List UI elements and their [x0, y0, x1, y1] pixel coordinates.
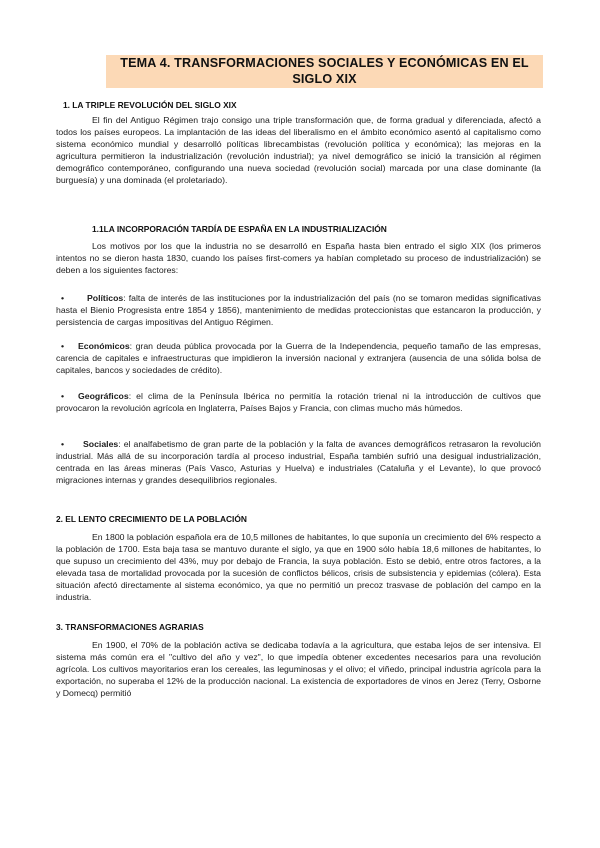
section-3-paragraph [56, 639, 541, 699]
bullet-dot-icon: • [61, 439, 65, 449]
bullet-text: : el analfabetismo de gran parte de la población y la falta de avances demográficos retrasaron la revolución industrial. Más allá de su incorporación tardía al proceso industrial, España también sufrió una desigual industrialización, centrada en las áreas mineras (País Vasco, Asturias y Huelva) e industriales (Cataluña y el Levante), lo que provocó migraciones internas y grandes desequilibrios regionales. [56, 439, 541, 486]
section-1-1-text: Los motivos por los que la industria no se desarrolló en España hasta bien entrado el siglo XIX (los primeros intentos no se dieron hasta 1830, cuando los países first-comers ya habían completado su proceso de industrialización) se deben a los siguientes factores: [56, 241, 541, 276]
bullet-label: Geográficos [78, 391, 129, 401]
bullet-dot-icon: • [61, 391, 65, 401]
bullet-item-sociales [56, 438, 541, 486]
section-3-text: En 1900, el 70% de la población activa se dedicaba todavía a la agricultura, que estaba lejos de ser intensiva. El sistema más común era el "cultivo del año y vez", lo que impedía obtener excedentes necesarios para una revolución agrícola. Los cultivos mayoritarios eran los cereales, las leguminosas y el olivo; el viñedo, principal industria agrícola para la exportación, no superaba el 12% de la producción nacional. La existencia de exportadores de vinos en Jerez (Terry, Osborne y Domecq) permitió [56, 640, 541, 699]
bullet-text: : gran deuda pública provocada por la Guerra de la Independencia, pequeño tamaño de las empresas, carencia de capitales e infraestructuras que impidieron la inversión nacional y extranjera (ausencia de una sólida bolsa de capitales, bancos y sociedades de crédito). [56, 341, 541, 376]
bullet-dot-icon: • [61, 341, 65, 351]
bullet-item-geograficos [56, 390, 541, 414]
section-2-heading: 2. EL LENTO CRECIMIENTO DE LA POBLACIÓN [56, 514, 247, 524]
bullet-item-economicos [56, 340, 541, 376]
bullet-text: : falta de interés de las instituciones por la industrialización del país (no se tomaron medidas significativas hasta el Bienio Progresista entre 1854 y 1856), mantenimiento de medidas proteccionistas que estancaron la producción, y persistencia de cargas impositivas del Antiguo Régimen. [56, 293, 541, 328]
section-2-text: En 1800 la población española era de 10,5 millones de habitantes, lo que suponía un crecimiento del 6% respecto a la población de 1700. Esta baja tasa se mantuvo durante el siglo, ya que en 1900 sólo había 18,6 millones de habitantes, lo que supuso un crecimiento del 43%, muy por debajo de Francia, la suya población. Esto se debió, entre otros factores, a la elevada tasa de mortalidad provocada por la sucesión de conflictos bélicos, crisis de subsistencia y epidemias (cólera). Esta situación afectó directamente al sistema económico, ya que no permitió un precoz trasvase de población del campo en la industria. [56, 532, 541, 603]
section-1-paragraph [56, 114, 541, 187]
section-1-text: El fin del Antiguo Régimen trajo consigo una triple transformación que, de forma gradual y diferenciada, afectó a todos los países europeos. La implantación de las ideas del liberalismo en el ámbito económico asentó al capitalismo como sistema económico mundial y desarrolló políticas librecambistas (revolución política y económica); las mejoras en la agricultura permitieron la industrialización (revolución industrial); ya nivel demográfico se inició la transición al régimen demográfico contemporáneo, configurando una nueva sociedad (revolución social) marcada por una clase dominante (la burguesía) y una dominada (el proletariado). [56, 115, 541, 186]
bullet-item-politicos [56, 292, 541, 328]
section-3-heading: 3. TRANSFORMACIONES AGRARIAS [56, 622, 204, 632]
bullet-label: Políticos [87, 293, 124, 303]
section-1-1-paragraph [56, 240, 541, 276]
bullet-label: Económicos [78, 341, 130, 351]
bullet-label: Sociales [83, 439, 119, 449]
bullet-text: : el clima de la Península Ibérica no permitía la rotación trienal ni la introducción de cultivos que provocaron la revolución agrícola en Inglaterra, Países Bajos y Francia, con climas mucho más húmedos. [56, 391, 541, 414]
page-title: TEMA 4. TRANSFORMACIONES SOCIALES Y ECONÓMICAS EN EL SIGLO XIX [106, 55, 543, 88]
section-2-paragraph [56, 531, 541, 604]
section-1-heading: 1. LA TRIPLE REVOLUCIÓN DEL SIGLO XIX [63, 100, 237, 110]
bullet-dot-icon: • [61, 293, 65, 303]
section-1-1-heading: 1.1LA INCORPORACIÓN TARDÍA DE ESPAÑA EN LA INDUSTRIALIZACIÓN [92, 224, 387, 234]
